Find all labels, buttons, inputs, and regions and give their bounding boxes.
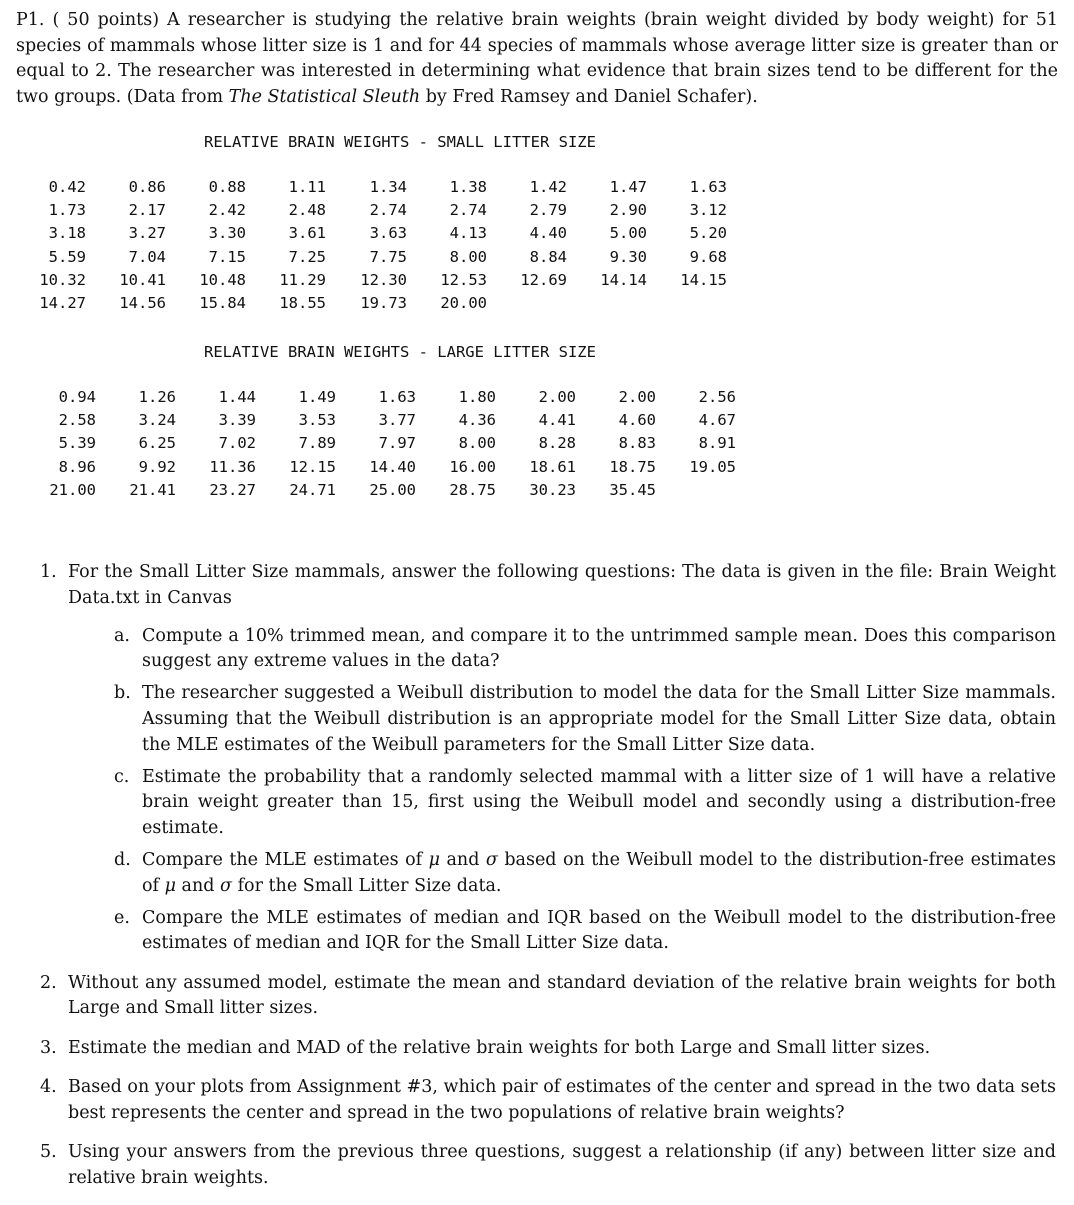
table-cell: 24.71 bbox=[289, 480, 336, 499]
table-cell: 6.25 bbox=[138, 434, 176, 453]
part-letter: a. bbox=[114, 625, 130, 646]
problem-label: P1. ( 50 points) bbox=[16, 10, 160, 30]
table-cell: 9.30 bbox=[609, 247, 647, 266]
table-cell: 7.02 bbox=[218, 434, 256, 453]
table-cell: 18.55 bbox=[279, 293, 326, 312]
table-cell: 0.94 bbox=[58, 388, 96, 406]
table-cell: 3.39 bbox=[218, 411, 256, 430]
table-cell: 1.49 bbox=[298, 388, 336, 406]
table-cell: 1.11 bbox=[288, 178, 326, 196]
part-text: Estimate the probability that a randomly selected mammal with a litter size of 1 will have a relative brain weight greater than 15, first using the Weibull model and secondly using a distribution-free estimate. bbox=[142, 766, 1056, 839]
question-text: For the Small Litter Size mammals, answer the following questions: The data is given in the file: Brain Weight Data.txt in Canvas bbox=[68, 562, 1056, 608]
part-text-2: based on the Weibull model to the distribution-free estimates of bbox=[142, 849, 1056, 896]
question-text: Based on your plots from Assignment #3, which pair of estimates of the center and spread in the two data sets best represents the center and spread in the two populations of relative brain weights? bbox=[68, 1077, 1056, 1123]
table-cell: 3.12 bbox=[689, 201, 727, 220]
large-table-title: RELATIVE BRAIN WEIGHTS - LARGE LITTER SIZE bbox=[204, 343, 596, 361]
table-cell: 3.18 bbox=[48, 224, 86, 243]
table-cell: 9.68 bbox=[689, 247, 727, 266]
table-cell: 3.77 bbox=[378, 411, 416, 430]
table-cell: 7.25 bbox=[288, 247, 326, 266]
table-cell: 14.14 bbox=[600, 270, 647, 289]
question-1a bbox=[114, 624, 1056, 676]
table-cell: 21.00 bbox=[49, 480, 96, 499]
table-cell: 8.28 bbox=[538, 434, 576, 453]
table-row bbox=[16, 388, 736, 411]
table-cell: 28.75 bbox=[449, 480, 496, 499]
table-cell: 3.53 bbox=[298, 411, 336, 430]
question-1e bbox=[114, 906, 1056, 958]
question-number: 2. bbox=[40, 972, 57, 993]
question-text: Estimate the median and MAD of the relative brain weights for both Large and Small litter sizes. bbox=[68, 1037, 931, 1058]
table-cell: 7.04 bbox=[128, 247, 166, 266]
question-number: 1. bbox=[40, 562, 57, 582]
table-cell: 14.40 bbox=[369, 457, 416, 476]
and-word-2: and bbox=[181, 875, 215, 896]
table-cell: 3.30 bbox=[208, 224, 246, 243]
part-letter: e. bbox=[114, 907, 130, 928]
sigma-symbol: σ bbox=[485, 849, 498, 870]
table-cell: 11.29 bbox=[279, 270, 326, 289]
question-4 bbox=[40, 1075, 1056, 1127]
mu-symbol: μ bbox=[428, 849, 440, 870]
table-cell: 4.60 bbox=[618, 411, 656, 430]
question-text: Without any assumed model, estimate the mean and standard deviation of the relative brain weights for both Large and Small litter sizes. bbox=[68, 972, 1056, 1019]
table-cell: 12.53 bbox=[440, 270, 487, 289]
table-cell: 35.45 bbox=[609, 480, 656, 499]
table-cell: 15.84 bbox=[199, 293, 246, 312]
table-cell: 9.92 bbox=[138, 457, 176, 476]
table-cell: 2.90 bbox=[609, 201, 647, 220]
table-cell: 1.47 bbox=[609, 178, 647, 196]
part-text-3: for the Small Litter Size data. bbox=[237, 875, 502, 896]
table-cell: 2.00 bbox=[538, 388, 576, 406]
question-list bbox=[40, 560, 1056, 1205]
part-text: The researcher suggested a Weibull distribution to model the data for the Small Litter Size mammals. Assuming that the Weibull distribution is an appropriate model for the Small Litter Size data, obtain the MLE estimates of the Weibull parameters for the Small Litter Size data. bbox=[142, 683, 1056, 755]
sigma-symbol-2: σ bbox=[220, 875, 232, 896]
table-cell: 12.30 bbox=[360, 270, 407, 289]
table-cell: 1.38 bbox=[449, 178, 487, 196]
table-cell: 7.15 bbox=[208, 247, 246, 266]
book-title: The Statistical Sleuth bbox=[228, 86, 421, 107]
large-litter-table bbox=[16, 388, 736, 504]
table-cell: 2.58 bbox=[58, 411, 96, 430]
table-cell: 1.63 bbox=[378, 388, 416, 406]
table-cell: 0.42 bbox=[48, 178, 86, 196]
table-cell: 14.15 bbox=[680, 270, 727, 289]
table-row bbox=[16, 271, 736, 294]
table-cell: 5.39 bbox=[58, 434, 96, 453]
part-letter: d. bbox=[114, 849, 131, 870]
table-cell: 8.00 bbox=[458, 434, 496, 453]
table-cell: 0.86 bbox=[128, 178, 166, 196]
question-1c bbox=[114, 765, 1056, 842]
small-litter-table bbox=[16, 178, 736, 317]
table-cell: 19.05 bbox=[689, 457, 736, 476]
table-cell: 10.32 bbox=[39, 270, 86, 289]
table-cell: 5.59 bbox=[48, 247, 86, 266]
table-cell: 10.41 bbox=[119, 270, 166, 289]
part-text: Compare the MLE estimates of bbox=[142, 849, 423, 870]
table-cell: 23.27 bbox=[209, 480, 256, 499]
table-cell: 7.89 bbox=[298, 434, 336, 453]
table-cell: 3.27 bbox=[128, 224, 166, 243]
question-number: 4. bbox=[40, 1077, 57, 1098]
table-cell: 2.17 bbox=[128, 201, 166, 220]
part-text: Compare the MLE estimates of median and IQR based on the Weibull model to the distribution-free estimates of median and IQR for the Small Litter Size data. bbox=[142, 907, 1056, 954]
question-number: 3. bbox=[40, 1037, 57, 1058]
table-row bbox=[16, 248, 736, 271]
question-2 bbox=[40, 971, 1056, 1023]
table-cell: 8.83 bbox=[618, 434, 656, 453]
table-cell: 12.15 bbox=[289, 457, 336, 476]
table-cell: 1.63 bbox=[689, 178, 727, 196]
part-letter: c. bbox=[114, 766, 130, 787]
table-cell: 0.88 bbox=[208, 178, 246, 196]
table-cell: 2.48 bbox=[288, 201, 326, 220]
table-cell: 1.44 bbox=[218, 388, 256, 406]
table-cell: 4.67 bbox=[698, 411, 736, 430]
table-cell: 18.75 bbox=[609, 457, 656, 476]
table-cell: 2.42 bbox=[208, 201, 246, 220]
table-cell: 12.69 bbox=[520, 270, 567, 289]
table-cell: 4.41 bbox=[538, 411, 576, 430]
question-1 bbox=[40, 560, 1056, 957]
small-table-title: RELATIVE BRAIN WEIGHTS - SMALL LITTER SIZE bbox=[204, 133, 596, 151]
table-cell: 3.24 bbox=[138, 411, 176, 430]
table-row bbox=[16, 294, 736, 317]
question-1b bbox=[114, 681, 1056, 758]
table-cell: 4.13 bbox=[449, 224, 487, 243]
table-cell: 1.73 bbox=[48, 201, 86, 220]
table-cell: 4.36 bbox=[458, 411, 496, 430]
question-5 bbox=[40, 1140, 1056, 1192]
table-row bbox=[16, 434, 736, 457]
table-cell: 1.42 bbox=[529, 178, 567, 196]
table-cell: 5.00 bbox=[609, 224, 647, 243]
table-row bbox=[16, 178, 736, 201]
table-cell: 11.36 bbox=[209, 457, 256, 476]
question-1d bbox=[114, 848, 1056, 900]
table-cell: 8.00 bbox=[449, 247, 487, 266]
table-cell: 1.80 bbox=[458, 388, 496, 406]
table-cell: 8.91 bbox=[698, 434, 736, 453]
table-cell: 20.00 bbox=[440, 293, 487, 312]
table-cell: 16.00 bbox=[449, 457, 496, 476]
problem-intro bbox=[16, 8, 1058, 110]
table-cell: 19.73 bbox=[360, 293, 407, 312]
question-3 bbox=[40, 1036, 1056, 1062]
part-text: Compute a 10% trimmed mean, and compare it to the untrimmed sample mean. Does this comparison suggest any extreme values in the data? bbox=[142, 625, 1056, 672]
table-cell: 18.61 bbox=[529, 457, 576, 476]
intro-text: A researcher is studying the relative brain weights (brain weight divided by body weight) for 51 species of mammals whose litter size is 1 and for 44 species of mammals whose average litter size is greater than or equal to 2. The researcher was interested in determining what evidence that brain sizes tend to be different for the two groups. (Data from bbox=[16, 10, 1058, 107]
table-row bbox=[16, 458, 736, 481]
mu-symbol-2: μ bbox=[164, 875, 176, 896]
table-cell: 25.00 bbox=[369, 480, 416, 499]
question-text: Using your answers from the previous three questions, suggest a relationship (if any) between litter size and relative brain weights. bbox=[68, 1142, 1056, 1188]
table-row bbox=[16, 224, 736, 247]
table-cell: 30.23 bbox=[529, 480, 576, 499]
table-cell: 2.74 bbox=[449, 201, 487, 220]
table-cell: 3.61 bbox=[288, 224, 326, 243]
question-number: 5. bbox=[40, 1142, 57, 1163]
table-cell: 1.34 bbox=[369, 178, 407, 196]
table-row bbox=[16, 201, 736, 224]
table-cell: 7.75 bbox=[369, 247, 407, 266]
table-cell: 3.63 bbox=[369, 224, 407, 243]
table-cell: 4.40 bbox=[529, 224, 567, 243]
table-cell: 2.79 bbox=[529, 201, 567, 220]
table-cell: 5.20 bbox=[689, 224, 727, 243]
table-cell: 21.41 bbox=[129, 480, 176, 499]
table-cell: 8.84 bbox=[529, 247, 567, 266]
table-row bbox=[16, 481, 736, 504]
and-word: and bbox=[446, 849, 480, 870]
table-cell: 1.26 bbox=[138, 388, 176, 406]
table-cell: 2.00 bbox=[618, 388, 656, 406]
table-row bbox=[16, 411, 736, 434]
table-cell: 7.97 bbox=[378, 434, 416, 453]
table-cell: 14.27 bbox=[39, 293, 86, 312]
table-cell: 2.56 bbox=[698, 388, 736, 406]
table-cell: 2.74 bbox=[369, 201, 407, 220]
table-cell: 8.96 bbox=[58, 457, 96, 476]
table-cell: 10.48 bbox=[199, 270, 246, 289]
intro-text-end: by Fred Ramsey and Daniel Schafer). bbox=[425, 86, 758, 107]
table-cell: 14.56 bbox=[119, 293, 166, 312]
part-letter: b. bbox=[114, 683, 131, 704]
